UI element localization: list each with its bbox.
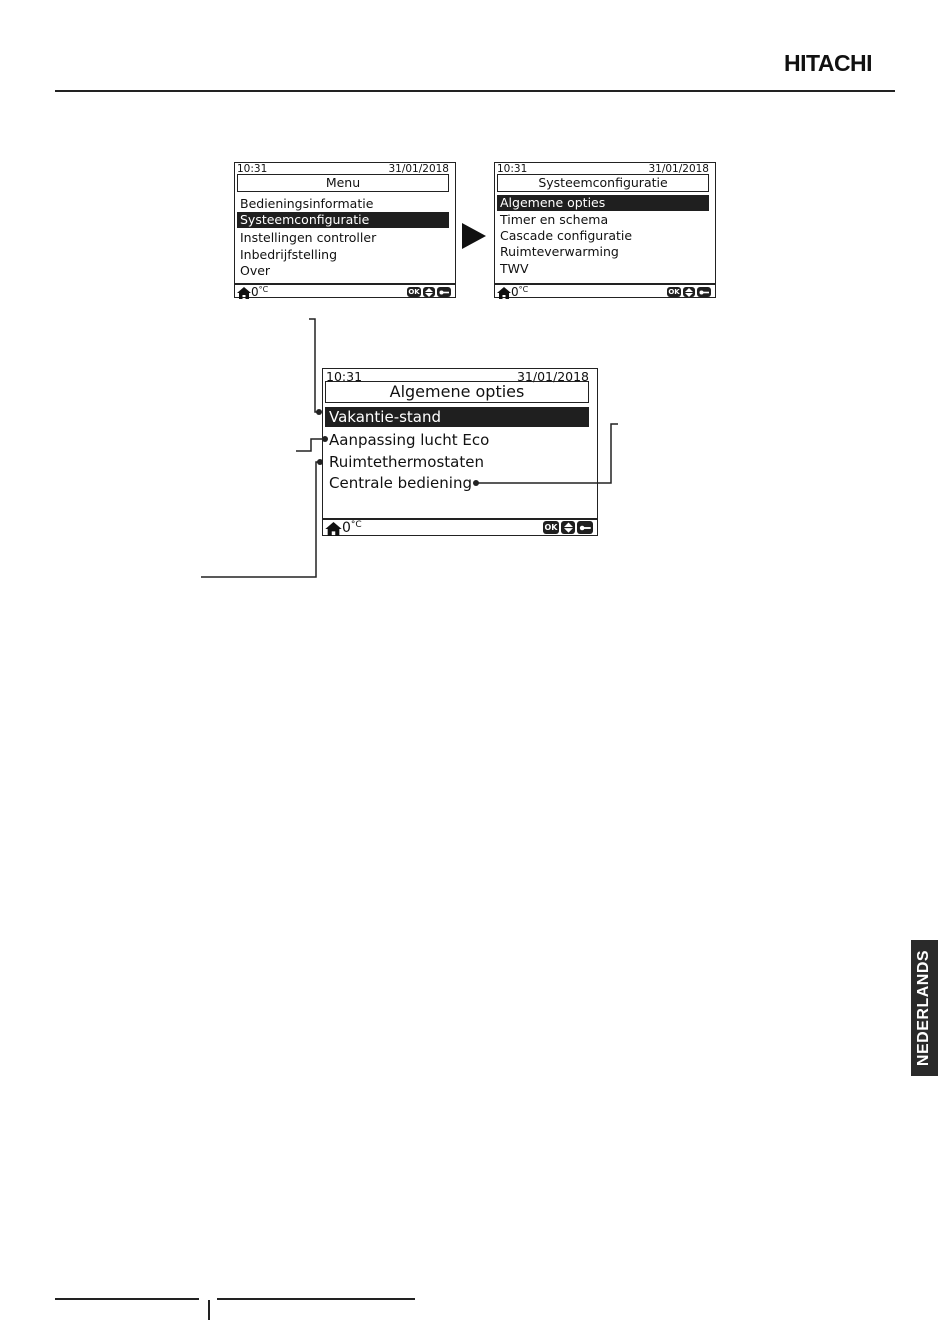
leader-ruimtethermostaten (201, 462, 320, 577)
menu-item-centrale-bediening[interactable]: Centrale bediening (329, 474, 472, 492)
menu-item-vakantie-stand[interactable]: Vakantie-stand (325, 407, 589, 427)
ok-button-icon[interactable]: OK (544, 523, 558, 532)
ok-button-icon[interactable]: OK (668, 288, 680, 296)
menu-item-timer-en-schema[interactable]: Timer en schema (500, 212, 609, 227)
leader-dot (322, 436, 328, 442)
screen-title: Algemene opties (325, 381, 589, 403)
ok-button-icon[interactable]: OK (408, 288, 420, 296)
leader-dot (316, 409, 322, 415)
leader-centrale-bediening (476, 424, 618, 483)
menu-item-over[interactable]: Over (240, 263, 271, 278)
leader-vakantie-stand (309, 319, 319, 412)
language-tab (911, 940, 938, 1076)
temperature-value: 0 (342, 520, 351, 536)
date: 31/01/2018 (648, 163, 709, 175)
screen-title: Systeemconfiguratie (497, 174, 709, 192)
temperature-value: 0 (511, 285, 519, 299)
clock: 10:31 (237, 163, 268, 175)
date: 31/01/2018 (516, 369, 589, 384)
screen-title: Menu (237, 174, 449, 192)
temperature-unit: °C (518, 285, 529, 294)
footer-rule-right (217, 1298, 415, 1300)
menu-item-cascade-configuratie[interactable]: Cascade configuratie (500, 228, 633, 243)
language-label: NEDERLANDS (915, 949, 933, 1067)
footer-rule-left (55, 1298, 199, 1300)
menu-item-inbedrijfstelling[interactable]: Inbedrijfstelling (240, 247, 338, 262)
clock: 10:31 (497, 163, 528, 175)
menu-item-systeemconfiguratie[interactable]: Systeemconfiguratie (237, 212, 449, 228)
clock: 10:31 (326, 369, 363, 384)
menu-item-ruimtethermostaten[interactable]: Ruimtethermostaten (329, 453, 484, 471)
temperature-unit: °C (258, 285, 269, 294)
menu-item-twv[interactable]: TWV (500, 261, 529, 276)
menu-item-algemene-opties[interactable]: Algemene opties (497, 195, 709, 211)
date: 31/01/2018 (388, 163, 449, 175)
leader-dot (473, 480, 479, 486)
menu-item-ruimteverwarming[interactable]: Ruimteverwarming (500, 244, 619, 259)
footer-separator (208, 1300, 210, 1320)
menu-item-bedieningsinformatie[interactable]: Bedieningsinformatie (240, 196, 374, 211)
leader-aanpassing-lucht-eco (296, 439, 325, 451)
brand-logo: HITACHI (784, 50, 873, 76)
leader-dot (317, 459, 323, 465)
menu-item-aanpassing-lucht-eco[interactable]: Aanpassing lucht Eco (329, 431, 490, 449)
menu-item-instellingen-controller[interactable]: Instellingen controller (240, 230, 377, 245)
temperature-value: 0 (251, 285, 259, 299)
temperature-unit: °C (350, 520, 362, 530)
